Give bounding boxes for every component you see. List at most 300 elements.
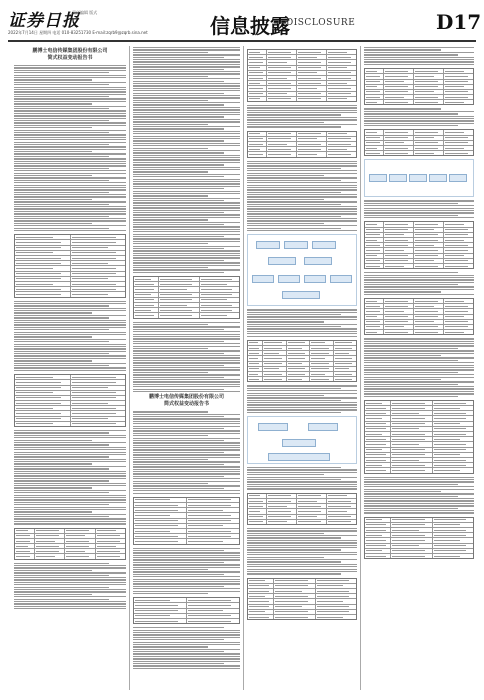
text-line <box>364 484 458 485</box>
text-line <box>133 360 240 361</box>
table-cell <box>365 74 384 78</box>
text-line <box>188 621 231 622</box>
text-line <box>133 265 240 266</box>
table-row <box>15 422 125 426</box>
table-cell <box>248 362 263 366</box>
text-line <box>133 100 208 101</box>
text-line <box>14 303 126 304</box>
table-cell <box>384 136 414 140</box>
text-line <box>298 93 321 94</box>
text-line <box>14 430 126 431</box>
text-line <box>97 530 116 531</box>
text-line <box>415 102 438 103</box>
table-cell <box>391 411 432 415</box>
text-line <box>364 365 474 366</box>
table-cell <box>71 411 126 415</box>
table-cell <box>200 303 239 307</box>
text-line <box>14 346 126 347</box>
table-cell <box>444 141 473 145</box>
table-cell <box>267 60 297 64</box>
table-cell <box>365 238 384 242</box>
table-cell <box>391 448 432 452</box>
text-line <box>247 549 341 550</box>
text-line <box>133 471 240 472</box>
text-line <box>247 124 357 125</box>
table-cell <box>267 71 297 75</box>
text-line <box>249 495 260 496</box>
text-line <box>14 459 126 460</box>
text-line <box>366 240 377 241</box>
text-line <box>392 530 419 531</box>
table-cell <box>414 243 444 247</box>
text-line <box>415 301 438 302</box>
text-line <box>392 449 425 450</box>
text-line <box>249 88 263 89</box>
text-line <box>133 473 240 474</box>
table-cell <box>444 130 473 134</box>
table-cell <box>316 589 356 593</box>
text-line <box>249 374 258 375</box>
text-line <box>249 52 260 53</box>
text-line <box>311 368 328 369</box>
table-cell <box>248 71 267 75</box>
text-line <box>133 386 240 387</box>
text-line <box>385 311 404 312</box>
text-line <box>14 187 126 188</box>
table-cell <box>444 299 473 303</box>
text-line <box>133 459 208 460</box>
text-line <box>14 153 126 154</box>
text-line <box>188 505 231 506</box>
text-line <box>135 605 178 606</box>
text-line <box>135 610 178 611</box>
text-line <box>133 241 240 242</box>
text-line <box>66 551 85 552</box>
text-line <box>434 413 467 414</box>
table-cell <box>71 240 126 244</box>
text-line <box>135 284 154 285</box>
text-line <box>14 125 126 126</box>
text-line <box>14 523 126 524</box>
text-line <box>133 559 240 560</box>
text-line <box>14 151 92 152</box>
table-cell <box>365 411 391 415</box>
text-line <box>133 416 224 417</box>
text-line <box>135 279 151 280</box>
table-cell <box>263 362 286 366</box>
table-cell <box>391 463 432 467</box>
table-cell <box>391 437 432 441</box>
table-cell <box>433 406 473 410</box>
text-line <box>201 315 227 316</box>
text-line <box>14 334 126 335</box>
text-line <box>201 294 233 295</box>
text-line <box>392 408 425 409</box>
text-line <box>133 121 240 122</box>
table-cell <box>384 248 414 252</box>
table-cell <box>134 519 187 523</box>
text-line <box>335 353 349 354</box>
text-line <box>434 449 467 450</box>
text-line <box>364 381 474 382</box>
table-cell <box>297 520 327 524</box>
body-text <box>364 47 474 65</box>
text-line <box>328 501 351 502</box>
text-line <box>247 199 324 200</box>
text-line <box>415 71 438 72</box>
text-line <box>14 327 126 328</box>
text-line <box>364 393 474 394</box>
text-line <box>133 76 208 77</box>
text-line <box>14 475 126 476</box>
table-cell <box>248 86 267 90</box>
table-cell <box>444 304 473 308</box>
text-line <box>249 98 260 99</box>
table-cell <box>71 380 126 384</box>
text-line <box>160 294 192 295</box>
column-1 <box>14 46 126 690</box>
text-line <box>72 237 117 238</box>
text-line <box>14 608 126 609</box>
text-line <box>335 348 352 349</box>
text-line <box>14 336 92 337</box>
table-cell <box>71 417 126 421</box>
text-line <box>275 580 308 581</box>
text-line <box>247 230 357 231</box>
text-line <box>133 338 240 339</box>
text-line <box>133 222 240 223</box>
text-line <box>298 62 321 63</box>
text-line <box>415 142 438 143</box>
text-line <box>14 478 126 479</box>
body-text <box>14 301 126 372</box>
text-line <box>392 439 425 440</box>
text-line <box>247 409 357 410</box>
table-cell <box>134 614 187 618</box>
text-line <box>247 535 357 536</box>
text-line <box>364 345 474 346</box>
text-line <box>445 132 464 133</box>
text-line <box>298 83 321 84</box>
text-line <box>335 368 349 369</box>
text-line <box>72 377 117 378</box>
text-line <box>14 122 126 123</box>
text-line <box>133 656 240 657</box>
text-line <box>14 487 92 488</box>
table-cell <box>316 599 356 603</box>
text-line <box>133 143 240 144</box>
text-line <box>385 332 408 333</box>
column-4 <box>364 46 474 690</box>
table-cell <box>96 529 126 533</box>
table-cell <box>15 251 71 255</box>
table-cell <box>248 509 267 513</box>
text-line <box>385 306 408 307</box>
table-cell <box>433 437 473 441</box>
info-table <box>133 497 240 545</box>
text-line <box>201 289 233 290</box>
info-table <box>247 340 357 383</box>
text-line <box>434 439 461 440</box>
table-cell <box>15 422 71 426</box>
text-line <box>133 69 224 70</box>
text-line <box>16 556 30 557</box>
table-cell <box>384 100 414 104</box>
table-cell <box>334 367 356 371</box>
text-line <box>14 344 126 345</box>
table-cell <box>297 76 327 80</box>
text-line <box>288 379 302 380</box>
table-cell <box>159 287 199 291</box>
text-line <box>445 326 468 327</box>
text-line <box>16 423 53 424</box>
info-table <box>14 528 126 560</box>
text-line <box>415 132 438 133</box>
text-line <box>366 224 377 225</box>
table-cell <box>384 330 414 334</box>
text-line <box>366 321 380 322</box>
table-cell <box>414 248 444 252</box>
text-line <box>14 471 126 472</box>
text-line <box>268 521 287 522</box>
text-line <box>247 564 357 565</box>
text-line <box>14 432 109 433</box>
table-cell <box>263 356 286 360</box>
text-line <box>385 132 408 133</box>
table-row <box>365 151 473 155</box>
text-line <box>445 76 468 77</box>
text-line <box>249 72 263 73</box>
text-line <box>364 116 474 117</box>
text-line <box>72 273 117 274</box>
report-title-a-line-2: 简式权益变动报告书 <box>47 55 93 61</box>
text-line <box>385 266 404 267</box>
table-cell <box>391 453 432 457</box>
table-cell <box>159 277 199 281</box>
text-line <box>247 211 357 212</box>
text-line <box>366 81 380 82</box>
text-line <box>133 119 240 120</box>
text-line <box>133 466 240 467</box>
text-line <box>392 556 425 557</box>
text-line <box>434 408 461 409</box>
text-line <box>133 661 240 662</box>
table-cell <box>267 152 297 156</box>
text-line <box>14 317 109 318</box>
table-cell <box>365 544 391 548</box>
text-line <box>133 461 240 462</box>
text-line <box>133 639 224 640</box>
text-line <box>133 150 240 151</box>
text-line <box>264 374 281 375</box>
table-cell <box>327 515 356 519</box>
text-line <box>135 531 170 532</box>
text-line <box>14 497 126 498</box>
text-line <box>133 188 224 189</box>
text-line <box>133 126 240 127</box>
table-cell <box>365 453 391 457</box>
text-line <box>385 148 408 149</box>
table-cell <box>248 377 263 381</box>
text-line <box>72 278 109 279</box>
table-cell <box>15 411 71 415</box>
section-title: 信息披露 <box>210 14 290 38</box>
text-line <box>133 107 240 108</box>
text-line <box>445 321 468 322</box>
text-line <box>249 501 263 502</box>
text-line <box>366 403 382 404</box>
text-line <box>366 306 380 307</box>
text-line <box>16 535 30 536</box>
info-table <box>247 493 357 525</box>
chart-node <box>258 423 288 431</box>
text-line <box>14 199 92 200</box>
text-line <box>14 220 126 221</box>
text-line <box>275 596 308 597</box>
table-cell <box>414 141 444 145</box>
text-line <box>445 255 464 256</box>
text-line <box>133 586 224 587</box>
text-line <box>135 315 154 316</box>
report-title-a-line-1: 鹏博士电信传媒集团股份有限公司 <box>32 48 108 54</box>
text-line <box>335 363 352 364</box>
text-line <box>298 52 321 53</box>
text-line <box>415 266 438 267</box>
text-line <box>247 213 357 214</box>
text-line <box>247 530 357 531</box>
text-line <box>14 225 126 226</box>
info-table <box>133 597 240 624</box>
text-line <box>392 454 425 455</box>
table-cell <box>310 367 333 371</box>
text-line <box>364 49 441 50</box>
text-line <box>366 301 377 302</box>
table-cell <box>365 442 391 446</box>
text-line <box>364 54 458 55</box>
text-line <box>133 548 240 549</box>
table-cell <box>327 142 356 146</box>
text-line <box>133 231 240 232</box>
text-line <box>133 649 240 650</box>
text-line <box>249 591 269 592</box>
table-cell <box>134 539 187 543</box>
text-line <box>415 234 438 235</box>
table-cell <box>327 97 356 101</box>
table-cell <box>444 146 473 150</box>
text-line <box>14 507 126 508</box>
text-line <box>133 128 224 129</box>
text-line <box>133 52 208 53</box>
text-line <box>14 106 126 107</box>
table-cell <box>248 599 274 603</box>
text-line <box>14 98 126 99</box>
table-cell <box>316 615 356 619</box>
table-cell <box>297 66 327 70</box>
table-cell <box>433 416 473 420</box>
table-cell <box>187 498 239 502</box>
text-line <box>415 255 438 256</box>
text-line <box>133 440 224 441</box>
text-line <box>133 171 208 172</box>
text-line <box>14 134 126 135</box>
table-cell <box>433 528 473 532</box>
text-line <box>364 200 474 201</box>
text-line <box>364 510 474 511</box>
column-3 <box>247 46 357 690</box>
text-line <box>366 86 377 87</box>
text-line <box>133 483 208 484</box>
text-line <box>445 142 468 143</box>
table-cell <box>384 238 414 242</box>
table-cell <box>414 69 444 73</box>
table-cell <box>248 92 267 96</box>
text-line <box>434 434 467 435</box>
text-line <box>364 500 474 501</box>
text-line <box>364 205 474 206</box>
table-cell <box>316 579 356 583</box>
table-cell <box>327 520 356 524</box>
table-cell <box>267 81 297 85</box>
text-line <box>364 369 474 370</box>
table-row <box>248 97 356 101</box>
table-cell <box>274 605 315 609</box>
table-cell <box>365 243 384 247</box>
text-line <box>14 490 126 491</box>
column-divider <box>360 46 361 690</box>
text-line <box>366 418 382 419</box>
table-cell <box>274 584 315 588</box>
table-cell <box>433 554 473 558</box>
text-line <box>14 185 126 186</box>
text-line <box>366 137 380 138</box>
table-cell <box>327 509 356 513</box>
table-cell <box>433 427 473 431</box>
text-line <box>72 258 117 259</box>
text-line <box>133 90 240 91</box>
table-cell <box>134 619 187 623</box>
text-line <box>14 353 109 354</box>
text-line <box>135 310 151 311</box>
table-row <box>15 554 125 558</box>
table-cell <box>444 259 473 263</box>
text-line <box>14 603 126 604</box>
text-line <box>247 533 324 534</box>
text-line <box>385 240 408 241</box>
text-line <box>188 525 223 526</box>
table-cell <box>267 132 297 136</box>
text-line <box>247 185 357 186</box>
text-line <box>14 101 126 102</box>
text-line <box>14 594 92 595</box>
text-line <box>328 154 351 155</box>
text-line <box>247 388 341 389</box>
text-line <box>133 136 240 137</box>
text-line <box>249 506 263 507</box>
text-line <box>328 144 351 145</box>
text-line <box>366 550 382 551</box>
text-line <box>247 107 357 108</box>
text-line <box>14 452 126 453</box>
text-line <box>160 315 192 316</box>
text-line <box>133 634 240 635</box>
text-line <box>133 234 240 235</box>
table-cell <box>71 235 126 239</box>
table-cell <box>365 549 391 553</box>
text-line <box>247 481 357 482</box>
table-cell <box>248 97 267 101</box>
text-line <box>328 57 351 58</box>
text-line <box>364 217 474 218</box>
